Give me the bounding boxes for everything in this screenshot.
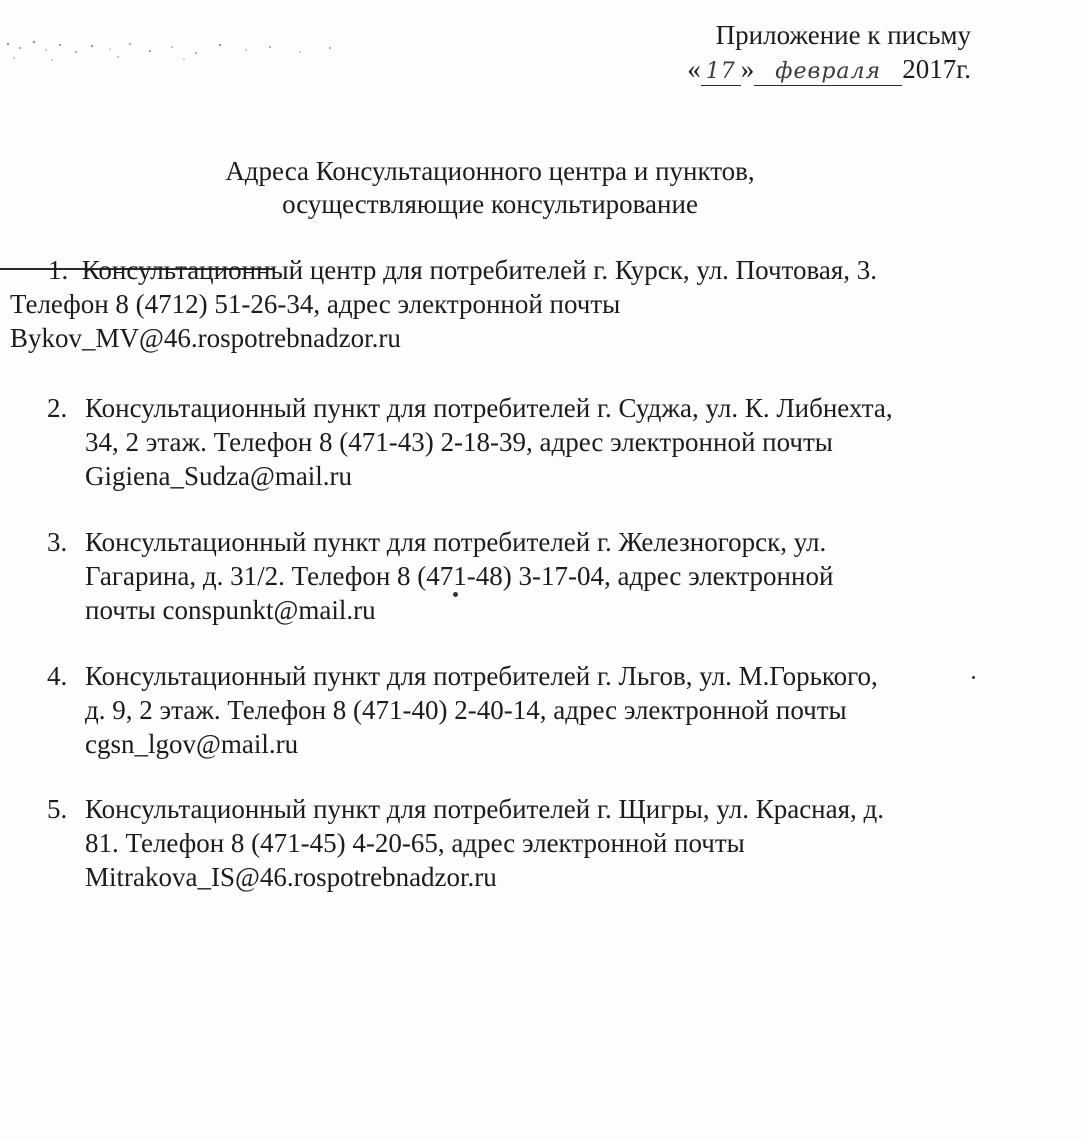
list-item-5-number: 5. [47, 794, 68, 824]
list-item-5 [0, 792, 1087, 902]
letter-date [687, 52, 971, 86]
list-item-3-email: почты conspunkt@mail.ru [85, 595, 376, 625]
scan-speck [453, 592, 458, 597]
list-item-2-body: Консультационный пункт для потребителей г. Суджа, ул. К. Либнехта, 34, 2 этаж. Телефон 8 (471-43) 2-18-39, адрес электронной почты Gigiena_Sudza@mail.ru [85, 391, 985, 493]
list-item-1-line-2: Телефон 8 (4712) 51-26-34, адрес электронной почты [10, 289, 621, 319]
list-item-4-body: Консультационный пункт для потребителей г. Льгов, ул. М.Горького, д. 9, 2 этаж. Телефон 8 (471-40) 2-40-14, адрес электронной почты cgsn_lgov@mail.ru [85, 659, 985, 761]
list-item-3-number: 3. [47, 527, 68, 557]
list-item-3 [0, 525, 1087, 635]
list-item-4 [0, 659, 1087, 769]
list-item-1 [10, 253, 877, 355]
list-item-2-number: 2. [47, 393, 68, 423]
list-item-2 [0, 391, 1087, 501]
date-year: 2017г. [902, 54, 971, 84]
date-month-handwritten: февраля [754, 59, 902, 86]
document-title [0, 155, 980, 221]
date-open-quote: « [687, 54, 701, 84]
scan-noise [0, 30, 360, 80]
list-item-1-number: 1. [48, 255, 69, 285]
list-item-5-body: Консультационный пункт для потребителей г. Щигры, ул. Красная, д. 81. Телефон 8 (471-45) 4-20-65, адрес электронной почты Mitrakova_IS@46.rospotrebnadzor.ru [85, 792, 985, 894]
list-item-4-email: cgsn_lgov@mail.ru [85, 729, 299, 759]
list-item-1-email: Bykov_MV@46.rospotrebnadzor.ru [10, 323, 401, 353]
title-line-1: Адреса Консультационного центра и пунктов, [225, 156, 755, 186]
list-item-4-number: 4. [47, 661, 68, 691]
date-day-handwritten: 17 [701, 59, 741, 86]
appendix-label: Приложение к письму [715, 20, 971, 50]
title-line-2: осуществляющие консультирование [282, 189, 698, 219]
list-item-2-email: Gigiena_Sudza@mail.ru [85, 461, 353, 491]
list-item-5-email: Mitrakova_IS@46.rospotrebnadzor.ru [85, 862, 497, 892]
appendix-header [687, 18, 971, 86]
date-close-quote: » [740, 54, 755, 84]
list-item-1-line-1: 1. Консультационный центр для потребителей г. Курск, ул. Почтовая, 3. [48, 255, 878, 285]
scan-speck [972, 676, 975, 679]
list-item-3-body: Консультационный пункт для потребителей г. Железногорск, ул. Гагарина, д. 31/2. Телефон 8 (471-48) 3-17-04, адрес электронной почты conspunkt@mail.ru [85, 525, 985, 627]
